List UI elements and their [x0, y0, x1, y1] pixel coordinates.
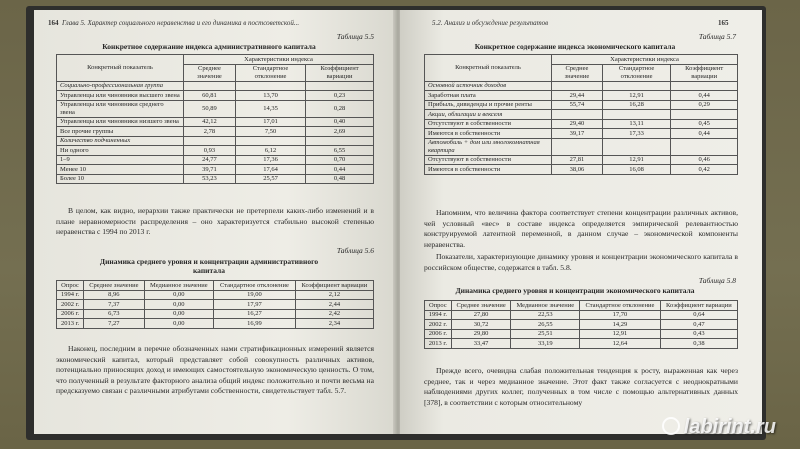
table-row [57, 165, 374, 175]
cell-year: 1994 г. [57, 290, 84, 300]
col-header-var: Коэффициент вариации [660, 301, 737, 311]
cell-sd: 14,35 [235, 100, 305, 117]
table-row [425, 138, 738, 155]
watermark-text: labirint.ru [683, 416, 776, 438]
cell-mean: 53,23 [184, 174, 236, 184]
row-label: Управленцы или чиновники среднего звена [57, 100, 184, 117]
cell-sd: 13,70 [235, 91, 305, 101]
col-header-sd: Стандартное отклонение [580, 301, 661, 311]
row-label: Все прочие группы [57, 127, 184, 137]
cell-var: 0,38 [660, 339, 737, 349]
cell-median: 0,00 [144, 290, 214, 300]
table-5-8 [424, 300, 738, 349]
table-5-7 [424, 54, 738, 175]
table-row [425, 310, 738, 320]
cell-sd: 7,50 [235, 127, 305, 137]
row-label: Отсутствуют в собственности [425, 155, 552, 165]
table-row [57, 290, 374, 300]
table-row [57, 146, 374, 156]
col-header-mean: Среднее значение [451, 301, 511, 311]
cell-mean: 42,12 [184, 117, 236, 127]
col-header-mean: Среднее значение [84, 281, 144, 291]
col-header-var: Коэффициент вариации [295, 281, 373, 291]
col-group-header: Характеристики индекса [184, 55, 374, 65]
cell-year: 1994 г. [425, 310, 452, 320]
cell-mean: 2,78 [184, 127, 236, 137]
right-paragraph-2: Показатели, характеризующие динамику уровня и концентрации экономического капитала в российском обществе, содержатся в табл. 5.8. [424, 252, 738, 272]
cell-var: 0,43 [660, 329, 737, 339]
cell-mean: 29,80 [451, 329, 511, 339]
row-label: Прибыль, дивиденды и прочие ренты [425, 100, 552, 110]
cell-sd: 17,01 [235, 117, 305, 127]
cell-median: 0,00 [144, 300, 214, 310]
table-row [57, 319, 374, 329]
cell-var: 0,45 [671, 119, 738, 129]
table-row [57, 100, 374, 117]
running-head-left [48, 19, 299, 27]
cell-median: 25,51 [511, 329, 580, 339]
cell-mean: 27,80 [451, 310, 511, 320]
cell-sd [235, 136, 305, 146]
cell-var: 2,44 [295, 300, 373, 310]
right-paragraph-3: Прежде всего, очевидна слабая положительная тенденция к росту, выраженная как через среднее, так и через медианное значение. Этот факт также согласуется с неоднократными наблюдениями других коллег, полученных в том числе с помощью альтернативных данных [378], в соответствии с которым относительному [424, 366, 738, 407]
col-header-median: Медианное значение [144, 281, 214, 291]
cell-mean: 29,44 [552, 91, 603, 101]
row-label: 1–9 [57, 155, 184, 165]
running-head-right [432, 19, 548, 27]
row-label: Управленцы или чиновники высшего звена [57, 91, 184, 101]
cell-var: 0,70 [306, 155, 374, 165]
cell-mean: 33,47 [451, 339, 511, 349]
cell-var [671, 110, 738, 120]
table-5-7-caption: Таблица 5.7 [698, 32, 736, 41]
row-label: Имеются в собственности [425, 129, 552, 139]
cell-sd: 17,70 [580, 310, 661, 320]
table-row [425, 91, 738, 101]
cell-mean: 6,73 [84, 309, 144, 319]
cell-year: 2006 г. [425, 329, 452, 339]
cell-var [671, 138, 738, 155]
table-row [57, 300, 374, 310]
cell-var: 2,12 [295, 290, 373, 300]
table-row [425, 119, 738, 129]
cell-var: 0,47 [660, 320, 737, 330]
cell-sd [602, 138, 671, 155]
cell-mean [184, 81, 236, 91]
cell-sd: 12,91 [580, 329, 661, 339]
table-row [425, 329, 738, 339]
table-5-7-title: Конкретное содержание индекса экономического капитала [474, 42, 676, 51]
cell-sd: 12,91 [602, 155, 671, 165]
col-header-indicator: Конкретный показатель [425, 55, 552, 82]
cell-sd: 17,64 [235, 165, 305, 175]
cell-sd: 12,64 [580, 339, 661, 349]
cell-mean: 7,27 [84, 319, 144, 329]
cell-mean: 30,72 [451, 320, 511, 330]
col-header-mean: Среднее значение [184, 64, 236, 81]
cell-mean: 50,89 [184, 100, 236, 117]
labirint-logo-icon [662, 417, 680, 435]
cell-mean: 0,93 [184, 146, 236, 156]
site-watermark [662, 416, 776, 439]
table-row [57, 155, 374, 165]
open-book [34, 10, 762, 434]
table-row [57, 81, 374, 91]
table-5-6-caption: Таблица 5.6 [336, 246, 374, 255]
table-row [425, 110, 738, 120]
table-row [57, 127, 374, 137]
cell-mean: 38,06 [552, 165, 603, 175]
row-label: Автомобиль + дом или многокомнатная квартира [425, 138, 552, 155]
cell-sd: 17,36 [235, 155, 305, 165]
cell-mean: 7,37 [84, 300, 144, 310]
cell-sd [602, 81, 671, 91]
cell-var: 2,42 [295, 309, 373, 319]
cell-var: 0,64 [660, 310, 737, 320]
table-row [425, 165, 738, 175]
cell-mean [552, 110, 603, 120]
cell-sd: 16,08 [602, 165, 671, 175]
cell-median: 26,55 [511, 320, 580, 330]
cell-var: 0,44 [306, 165, 374, 175]
cell-mean: 39,71 [184, 165, 236, 175]
cell-var: 0,42 [671, 165, 738, 175]
cell-sd: 13,11 [602, 119, 671, 129]
table-5-8-title: Динамика среднего уровня и концентрации экономического капитала [455, 286, 695, 295]
cell-mean [184, 136, 236, 146]
col-group-header: Характеристики индекса [552, 55, 738, 65]
cell-sd: 14,29 [580, 320, 661, 330]
cell-var: 6,55 [306, 146, 374, 156]
cell-median: 0,00 [144, 319, 214, 329]
cell-mean: 29,40 [552, 119, 603, 129]
cell-sd: 16,99 [214, 319, 296, 329]
left-paragraph-1: В целом, как видно, иерархии также практически не претерпели каких-либо изменений и в плане неравномерности распределения – оно характеризуется стабильно высокой степенью неравенства с 1994 по 2013 г. [56, 206, 374, 237]
cell-sd: 19,00 [214, 290, 296, 300]
row-label: Более 10 [57, 174, 184, 184]
table-row [425, 339, 738, 349]
cell-var: 0,23 [306, 91, 374, 101]
col-header-median: Медианное значение [511, 301, 580, 311]
cell-var [306, 136, 374, 146]
col-header-year: Опрос [425, 301, 452, 311]
cell-sd: 16,28 [602, 100, 671, 110]
cell-year: 2002 г. [425, 320, 452, 330]
cell-median: 22,53 [511, 310, 580, 320]
table-row [425, 129, 738, 139]
page-number-right-wrap [718, 19, 729, 27]
table-row [57, 309, 374, 319]
page-number-right: 165 [718, 19, 729, 27]
col-header-sd: Стандартное отклонение [602, 64, 671, 81]
table-5-5-title: Конкретное содержание индекса административного капитала [102, 42, 316, 51]
row-label: Менее 10 [57, 165, 184, 175]
table-5-6-title: Динамика среднего уровня и концентрации административного капитала [99, 257, 319, 275]
cell-var [671, 81, 738, 91]
row-label: Ни одного [57, 146, 184, 156]
cell-sd: 17,97 [214, 300, 296, 310]
left-page [34, 10, 396, 434]
cell-sd [602, 110, 671, 120]
cell-mean: 27,81 [552, 155, 603, 165]
row-label: Основной источник доходов [425, 81, 552, 91]
cell-mean: 39,17 [552, 129, 603, 139]
table-row [57, 91, 374, 101]
table-row [57, 117, 374, 127]
row-label: Управленцы или чиновники низшего звена [57, 117, 184, 127]
cell-sd: 25,57 [235, 174, 305, 184]
right-page [400, 10, 762, 434]
row-label: Заработная плата [425, 91, 552, 101]
cell-sd: 17,33 [602, 129, 671, 139]
cell-mean: 8,96 [84, 290, 144, 300]
col-header-var: Коэффициент вариации [671, 64, 738, 81]
table-row [425, 155, 738, 165]
cell-var: 0,46 [671, 155, 738, 165]
cell-var: 0,48 [306, 174, 374, 184]
col-header-mean: Среднее значение [552, 64, 603, 81]
cell-var: 0,28 [306, 100, 374, 117]
table-5-8-caption: Таблица 5.8 [698, 276, 736, 285]
cell-mean: 24,77 [184, 155, 236, 165]
col-header-var: Коэффициент вариации [306, 64, 374, 81]
col-header-sd: Стандартное отклонение [214, 281, 296, 291]
cell-year: 2013 г. [57, 319, 84, 329]
table-row [425, 81, 738, 91]
cell-sd [235, 81, 305, 91]
row-label: Акции, облигации и векселя [425, 110, 552, 120]
cell-year: 2002 г. [57, 300, 84, 310]
row-label: Отсутствуют в собственности [425, 119, 552, 129]
cell-var [306, 81, 374, 91]
table-row [425, 100, 738, 110]
col-header-indicator: Конкретный показатель [57, 55, 184, 82]
cell-mean: 60,81 [184, 91, 236, 101]
table-5-6 [56, 280, 374, 329]
left-paragraph-2: Наконец, последним в перечне обозначенных нами стратификационных измерений является экономический капитал, который представляет собой совокупность различных активов, потенциально приносящих доход и имеющих самостоятельную экономическую ценность. О том, что полученный в результате факторного анализа общий индекс положительно и почти весьма на предсказуемо связан с различными атрибутами собственности, свидетельствует табл. 5.7. [56, 344, 374, 396]
table-row [57, 136, 374, 146]
col-header-year: Опрос [57, 281, 84, 291]
cell-median: 0,00 [144, 309, 214, 319]
cell-mean [552, 81, 603, 91]
cell-year: 2006 г. [57, 309, 84, 319]
cell-sd: 6,12 [235, 146, 305, 156]
cell-sd: 16,27 [214, 309, 296, 319]
table-row [57, 174, 374, 184]
cell-var: 0,40 [306, 117, 374, 127]
page-number-left: 164 [48, 19, 59, 27]
cell-mean [552, 138, 603, 155]
running-head-right-text: 5.2. Анализ и обсуждение результатов [432, 19, 549, 27]
cell-var: 2,69 [306, 127, 374, 137]
cell-mean: 55,74 [552, 100, 603, 110]
cell-var: 0,44 [671, 129, 738, 139]
row-label: Количество подчиненных [57, 136, 184, 146]
row-label: Социально-профессиональная группа [57, 81, 184, 91]
cell-year: 2013 г. [425, 339, 452, 349]
cell-sd: 12,91 [602, 91, 671, 101]
table-row [425, 320, 738, 330]
cell-median: 33,19 [511, 339, 580, 349]
cell-var: 0,29 [671, 100, 738, 110]
right-paragraph-1: Напомним, что величина фактора соответствует степени концентрации различных активов, чей условный «вес» в составе индекса определяется эмпирической релевантностью конструируемой латентной переменной, в данном случае – экономической компоненты неравенства. [424, 208, 738, 249]
col-header-sd: Стандартное отклонение [235, 64, 305, 81]
table-5-5-caption: Таблица 5.5 [336, 32, 374, 41]
cell-var: 0,44 [671, 91, 738, 101]
table-5-5 [56, 54, 374, 184]
running-head-left-text: Глава 5. Характер социального неравенства и его динамика в постсоветской... [62, 19, 300, 27]
row-label: Имеются в собственности [425, 165, 552, 175]
cell-var: 2,34 [295, 319, 373, 329]
